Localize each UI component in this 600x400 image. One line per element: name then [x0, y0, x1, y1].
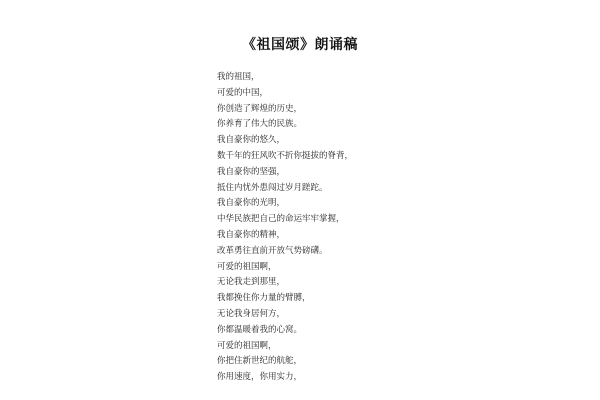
poem-line: 我自豪你的坚强，	[217, 166, 286, 177]
poem-line: 可爱的中国，	[217, 87, 269, 98]
poem-line: 我自豪你的悠久，	[217, 135, 286, 146]
poem-line: 你养育了伟大的民族。	[217, 119, 303, 130]
poem-line: 我自豪你的光明，	[217, 198, 286, 209]
poem-line: 无论我走到那里，	[217, 277, 286, 288]
poem-line: 你用速度，你用实力，	[217, 372, 303, 383]
poem-line: 我自豪你的精神，	[217, 229, 286, 240]
poem-line: 中华民族把自己的命运牢牢掌握，	[217, 214, 345, 225]
document-title: 《祖国颂》朗诵稿	[242, 37, 358, 53]
poem-line: 我的祖国，	[217, 72, 260, 82]
poem-body	[217, 70, 353, 386]
poem-line: 数千年的狂风吹不折你挺拔的脊背，	[217, 150, 354, 161]
poem-line: 我都挽住你力量的臂膊，	[217, 293, 311, 304]
poem-line: 你把住新世纪的航舵，	[217, 356, 303, 367]
poem-line: 你创造了辉煌的历史，	[217, 103, 303, 114]
poem-line: 可爱的祖国啊，	[217, 261, 277, 272]
poem-line: 无论我身居何方，	[217, 308, 286, 319]
poem-line: 改革勇往直前开放气势磅礴。	[217, 245, 328, 256]
poem-line: 可爱的祖国啊，	[217, 340, 277, 351]
poem-line: 抵住内忧外患闯过岁月蹉跎。	[217, 182, 328, 193]
poem-line: 你都温暖着我的心窝。	[217, 324, 303, 335]
